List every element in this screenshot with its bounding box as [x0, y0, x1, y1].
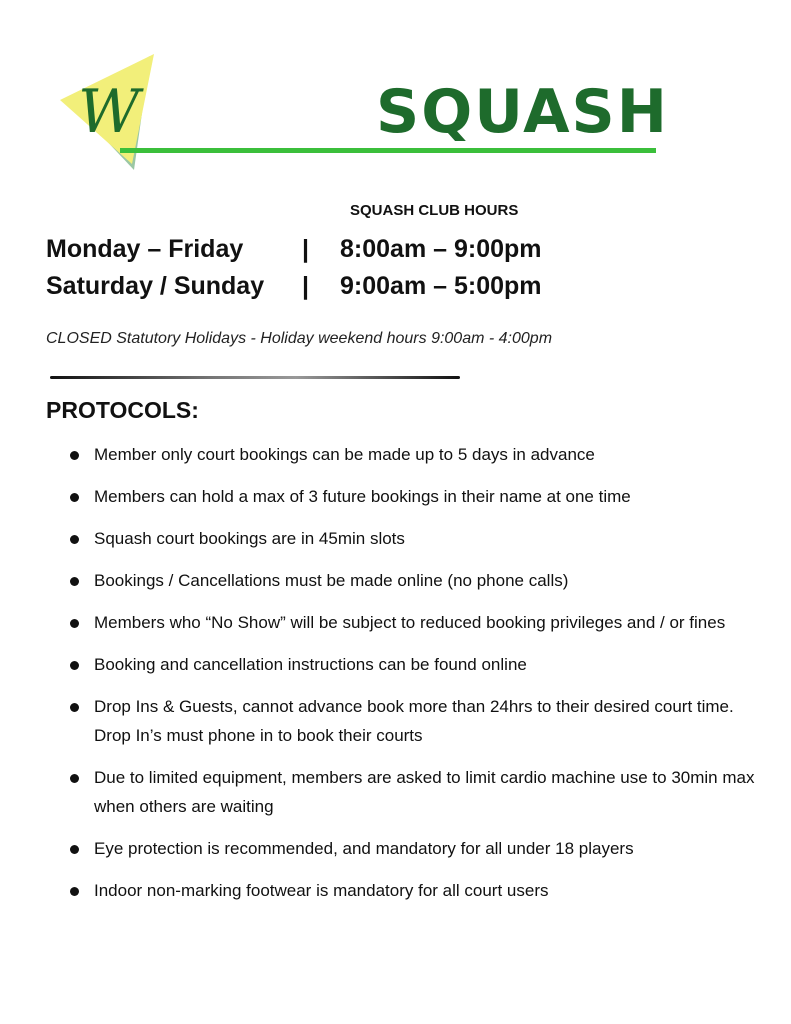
protocol-text: Eye protection is recommended, and mandatory for all under 18 players	[94, 839, 634, 858]
protocol-text: Squash court bookings are in 45min slots	[94, 529, 405, 548]
holiday-note: CLOSED Statutory Holidays - Holiday weekend hours 9:00am - 4:00pm	[46, 330, 553, 347]
list-item	[66, 524, 756, 553]
page-title: SQUASH	[376, 77, 669, 147]
list-item	[66, 763, 756, 821]
list-item	[66, 566, 756, 595]
bullet-icon	[70, 774, 79, 783]
hours-separator: |	[302, 235, 309, 263]
protocol-text: Indoor non-marking footwear is mandatory for all court users	[94, 881, 549, 900]
protocols-heading: PROTOCOLS:	[46, 397, 199, 423]
protocol-text: Bookings / Cancellations must be made online (no phone calls)	[94, 571, 569, 590]
protocol-text: Due to limited equipment, members are asked to limit cardio machine use to 30min max when others are waiting	[94, 768, 755, 816]
protocol-text: Member only court bookings can be made up to 5 days in advance	[94, 445, 595, 464]
hours-days: Saturday / Sunday	[46, 272, 265, 300]
hours-time: 8:00am – 9:00pm	[340, 235, 542, 263]
bullet-icon	[70, 887, 79, 896]
logo-letter: W	[78, 77, 140, 147]
hours-row-weekend	[46, 272, 606, 306]
hours-separator: |	[302, 272, 309, 300]
list-item	[66, 692, 756, 750]
protocol-text: Booking and cancellation instructions can be found online	[94, 655, 527, 674]
club-logo	[50, 52, 170, 172]
bullet-icon	[70, 703, 79, 712]
protocol-text: Members who “No Show” will be subject to reduced booking privileges and / or fines	[94, 613, 726, 632]
hours-days: Monday – Friday	[46, 235, 244, 263]
list-item	[66, 834, 756, 863]
hours-time: 9:00am – 5:00pm	[340, 272, 542, 300]
section-divider	[50, 376, 460, 379]
list-item	[66, 876, 756, 905]
bullet-icon	[70, 451, 79, 460]
protocol-text: Members can hold a max of 3 future bookings in their name at one time	[94, 487, 631, 506]
hours-row-weekday	[46, 235, 606, 269]
hours-heading: SQUASH CLUB HOURS	[350, 202, 519, 219]
title-underline	[120, 148, 656, 153]
bullet-icon	[70, 845, 79, 854]
bullet-icon	[70, 661, 79, 670]
list-item	[66, 440, 756, 469]
protocol-text: Drop Ins & Guests, cannot advance book more than 24hrs to their desired court time. Drop In’s must phone in to book their courts	[94, 697, 734, 745]
list-item	[66, 482, 756, 511]
bullet-icon	[70, 493, 79, 502]
bullet-icon	[70, 619, 79, 628]
bullet-icon	[70, 577, 79, 586]
list-item	[66, 650, 756, 679]
bullet-icon	[70, 535, 79, 544]
protocols-list	[66, 440, 756, 918]
list-item	[66, 608, 756, 637]
